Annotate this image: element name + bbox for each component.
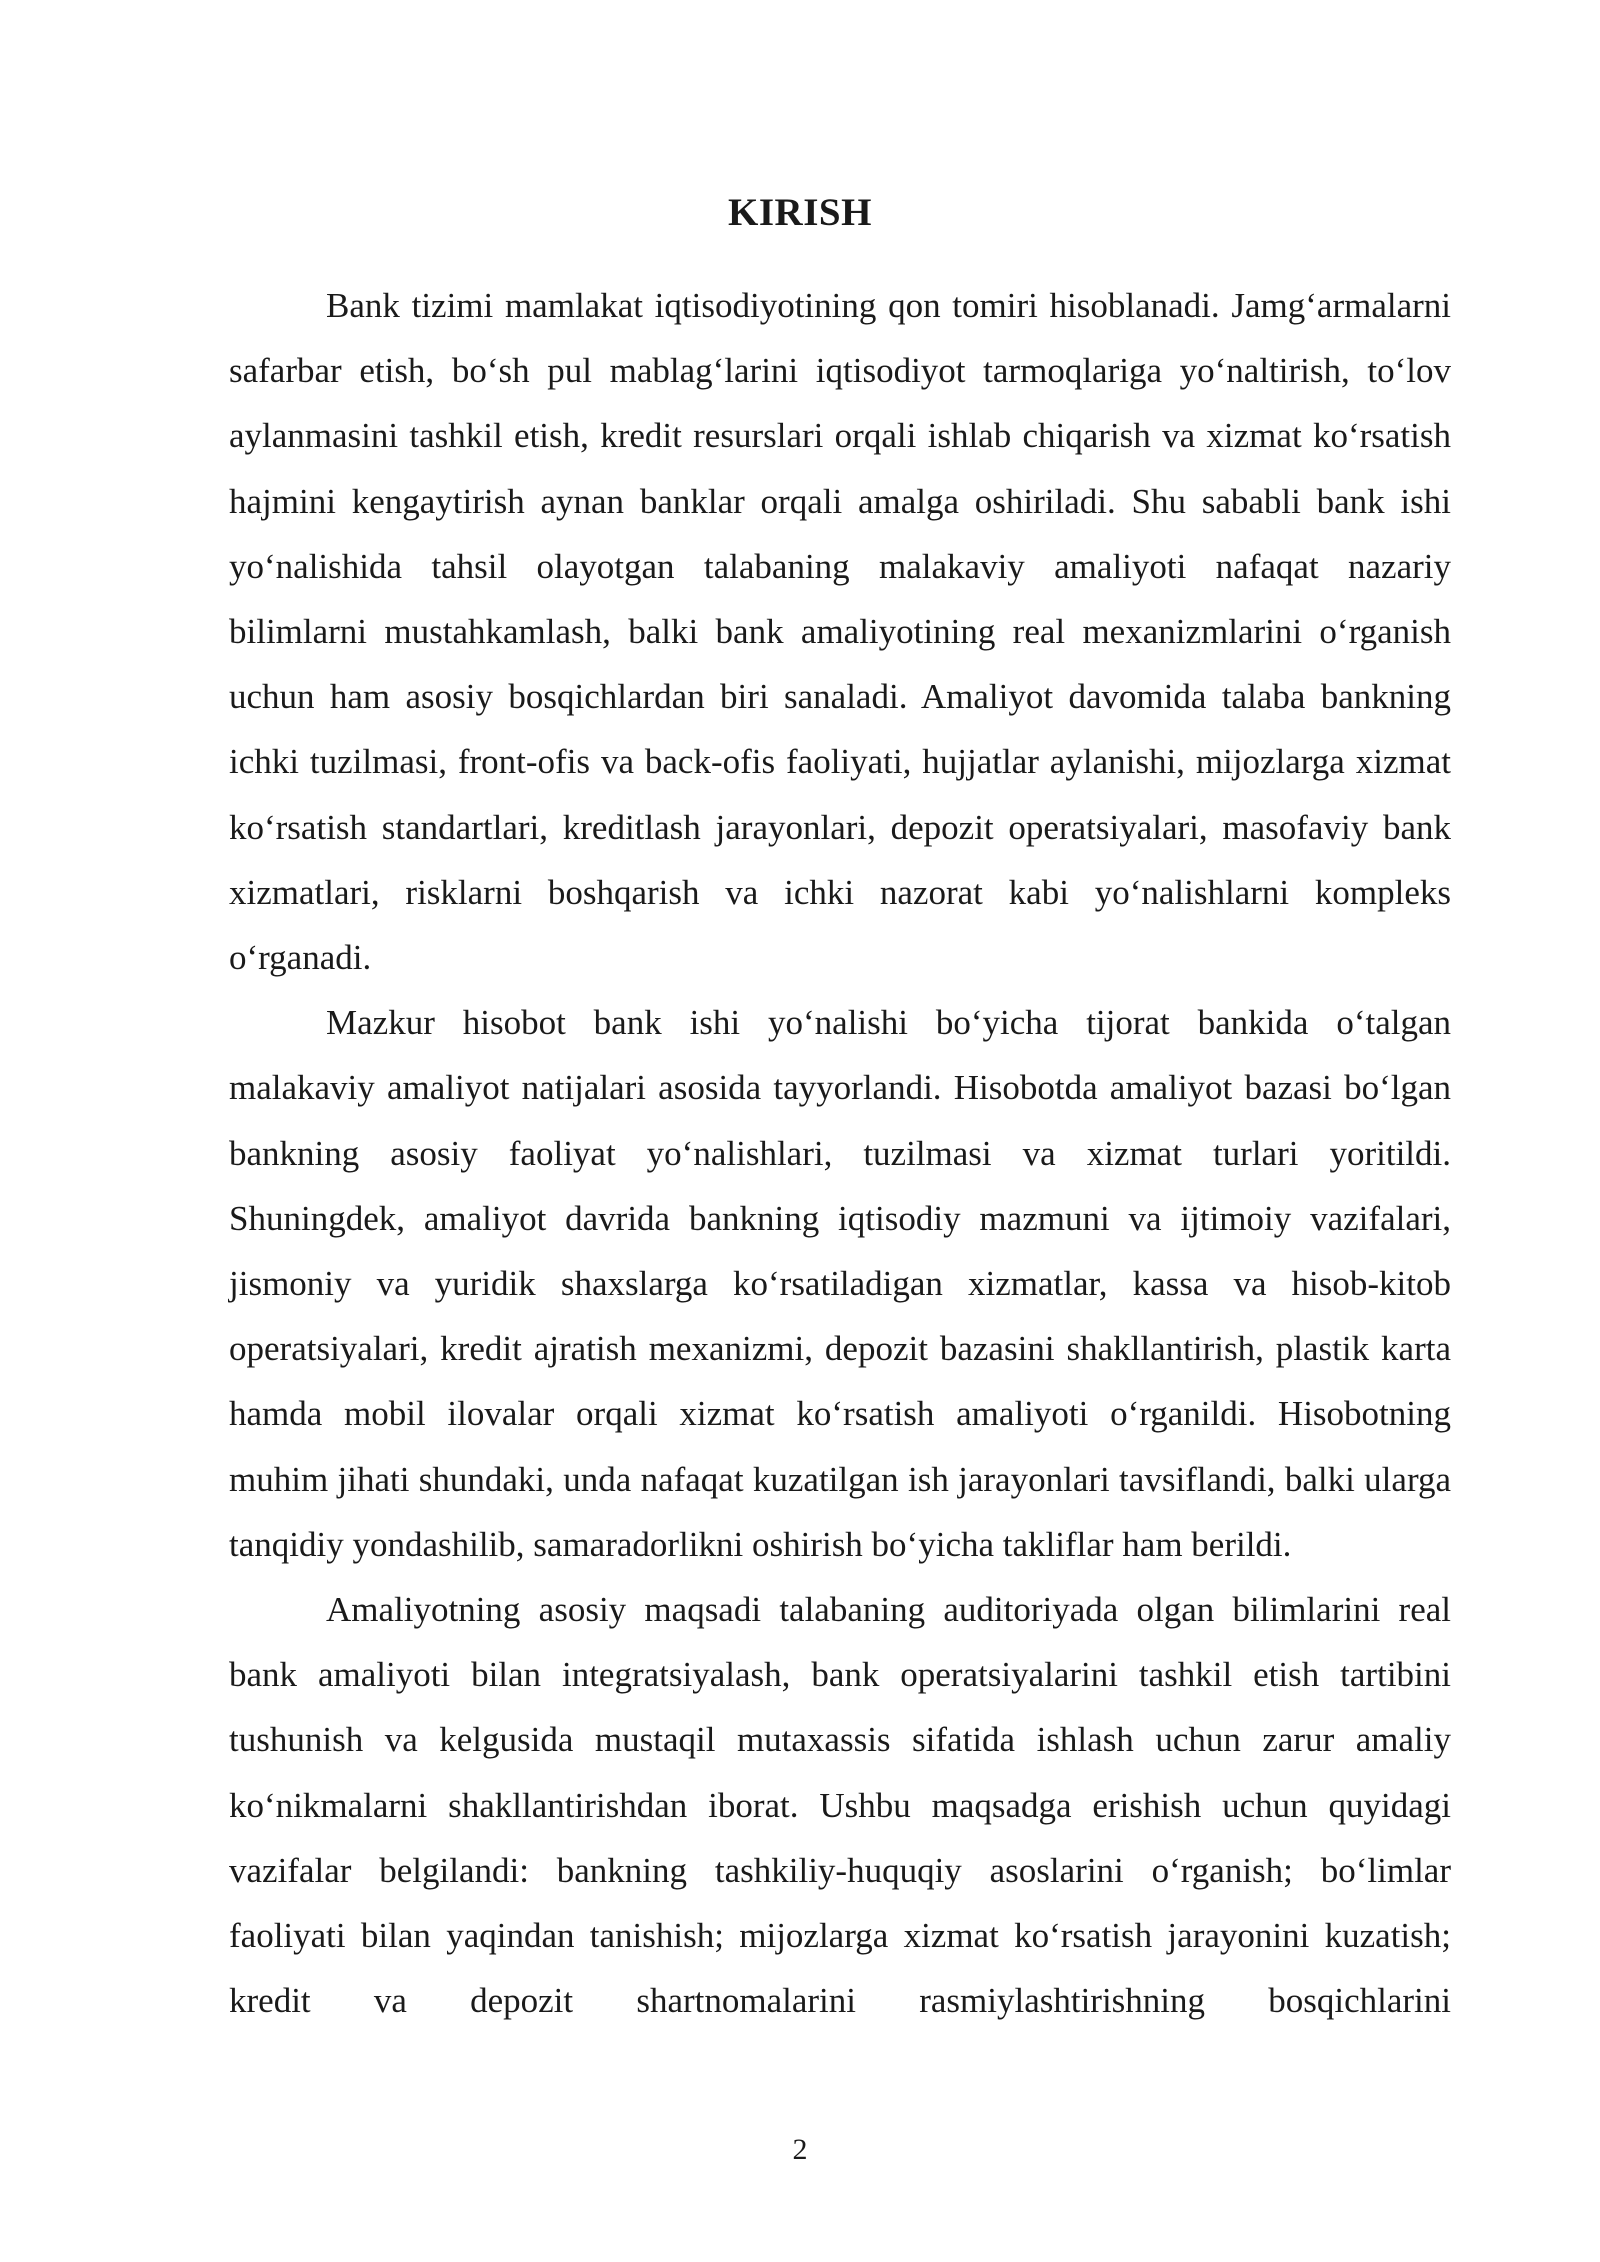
paragraph: Bank tizimi mamlakat iqtisodiyotining qon tomiri hisoblanadi. Jamg‘armalarni safarbar etish, bo‘sh pul mablag‘larini iqtisodiyot tarmoqlariga yo‘naltirish, to‘lov aylanmasini tashkil etish, kredit resurslari orqali ishlab chiqarish va xizmat ko‘rsatish hajmini kengaytirish aynan banklar orqali amalga oshiriladi. Shu sababli bank ishi yo‘nalishida tahsil olayotgan talabaning malakaviy amaliyoti nafaqat nazariy bilimlarni mustahkamlash, balki bank amaliyotining real mexanizmlarini o‘rganish uchun ham asosiy bosqichlardan biri sanaladi. Amaliyot davomida talaba bankning ichki tuzilmasi, front-ofis va back-ofis faoliyati, hujjatlar aylanishi, mijozlarga xizmat ko‘rsatish standartlari, kreditlash jarayonlari, depozit operatsiyalari, masofaviy bank xizmatlari, risklarni boshqarish va ichki nazorat kabi yo‘nalishlarni kompleks o‘rganadi. <box>229 286 1451 978</box>
paragraph: Amaliyotning asosiy maqsadi talabaning auditoriyada olgan bilimlarini real bank amaliyoti bilan integratsiyalash, bank operatsiyalarini tashkil etish tartibini tushunish va kelgusida mustaqil mutaxassis sifatida ishlash uchun zarur amaliy ko‘nikmalarni shakllantirishdan iborat. Ushbu maqsadga erishish uchun quyidagi vazifalar belgilandi: bankning tashkiliy-huquqiy asoslarini o‘rganish; bo‘limlar faoliyati bilan yaqindan tanishish; mijozlarga xizmat ko‘rsatish jarayonini kuzatish; kredit va depozit shartnomalarini rasmiylashtirishning bosqichlarini <box>229 1590 1451 2021</box>
page-number: 2 <box>792 2133 808 2166</box>
body-text <box>229 273 1451 2033</box>
paragraph: Mazkur hisobot bank ishi yo‘nalishi bo‘yicha tijorat bankida o‘talgan malakaviy amaliyot natijalari asosida tayyorlandi. Hisobotda amaliyot bazasi bo‘lgan bankning asosiy faoliyat yo‘nalishlari, tuzilmasi va xizmat turlari yoritildi. Shuningdek, amaliyot davrida bankning iqtisodiy mazmuni va ijtimoiy vazifalari, jismoniy va yuridik shaxslarga ko‘rsatiladigan xizmatlar, kassa va hisob-kitob operatsiyalari, kredit ajratish mexanizmi, depozit bazasini shakllantirish, plastik karta hamda mobil ilovalar orqali xizmat ko‘rsatish amaliyoti o‘rganildi. Hisobotning muhim jihati shundaki, unda nafaqat kuzatilgan ish jarayonlari tavsiflandi, balki ularga tanqidiy yondashilib, samaradorlikni oshirish bo‘yicha takliflar ham berildi. <box>229 1003 1451 1564</box>
page-title: KIRISH <box>728 191 872 234</box>
